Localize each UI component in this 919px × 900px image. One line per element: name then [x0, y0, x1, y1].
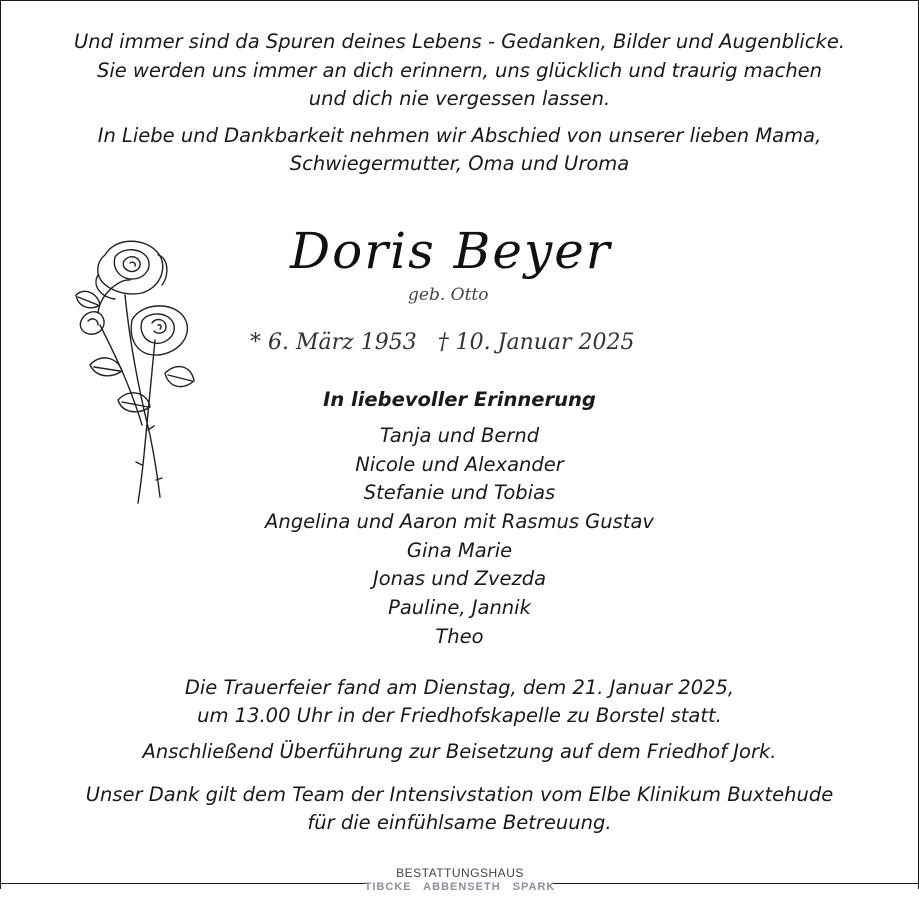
mourner-line: Theo	[435, 625, 484, 648]
farewell-line-1: In Liebe und Dankbarkeit nehmen wir Abschied von unserer lieben Mama,	[97, 124, 822, 147]
thanks-line-2: für die einfühlsame Betreuung.	[307, 811, 612, 834]
life-dates: * 6. März 1953 † 10. Januar 2025	[250, 330, 635, 355]
logo-top-text: BESTATTUNGSHAUS	[396, 866, 524, 880]
mourner-line: Stefanie und Tobias	[363, 481, 556, 504]
mourner-line: Angelina und Aaron mit Rasmus Gustav	[265, 510, 654, 533]
verse-line-1: Und immer sind da Spuren deines Lebens - Gedanken, Bilder und Augenblicke.	[73, 30, 846, 53]
deceased-name: Doris Beyer	[290, 222, 612, 280]
thanks-line-1: Unser Dank gilt dem Team der Intensivstation vom Elbe Klinikum Buxtehude	[85, 783, 834, 806]
mourner-line: Jonas und Zvezda	[372, 567, 547, 590]
ceremony-line-2: um 13.00 Uhr in der Friedhofskapelle zu Borstel statt.	[197, 704, 722, 727]
mourner-line: Tanja und Bernd	[379, 424, 540, 447]
mourners-heading: In liebevoller Erinnerung	[323, 388, 596, 411]
logo-bottom-text: TIBCKE ABBENSETH SPARK	[364, 881, 556, 893]
funeral-home-logo	[360, 866, 560, 893]
maiden-name: geb. Otto	[408, 285, 489, 305]
farewell-line-2: Schwiegermutter, Oma und Uroma	[289, 152, 630, 175]
mourner-line: Pauline, Jannik	[388, 596, 531, 619]
bottom-divider-left	[0, 883, 368, 884]
mourner-line: Nicole und Alexander	[355, 453, 564, 476]
verse-line-3: und dich nie vergessen lassen.	[308, 87, 611, 110]
verse-line-2: Sie werden uns immer an dich erinnern, uns glücklich und traurig machen	[96, 59, 823, 82]
mourner-line: Gina Marie	[406, 539, 513, 562]
burial-line: Anschließend Überführung zur Beisetzung auf dem Friedhof Jork.	[142, 740, 777, 763]
ceremony-line-1: Die Trauerfeier fand am Dienstag, dem 21. Januar 2025,	[184, 676, 735, 699]
bottom-divider-right	[553, 883, 919, 884]
